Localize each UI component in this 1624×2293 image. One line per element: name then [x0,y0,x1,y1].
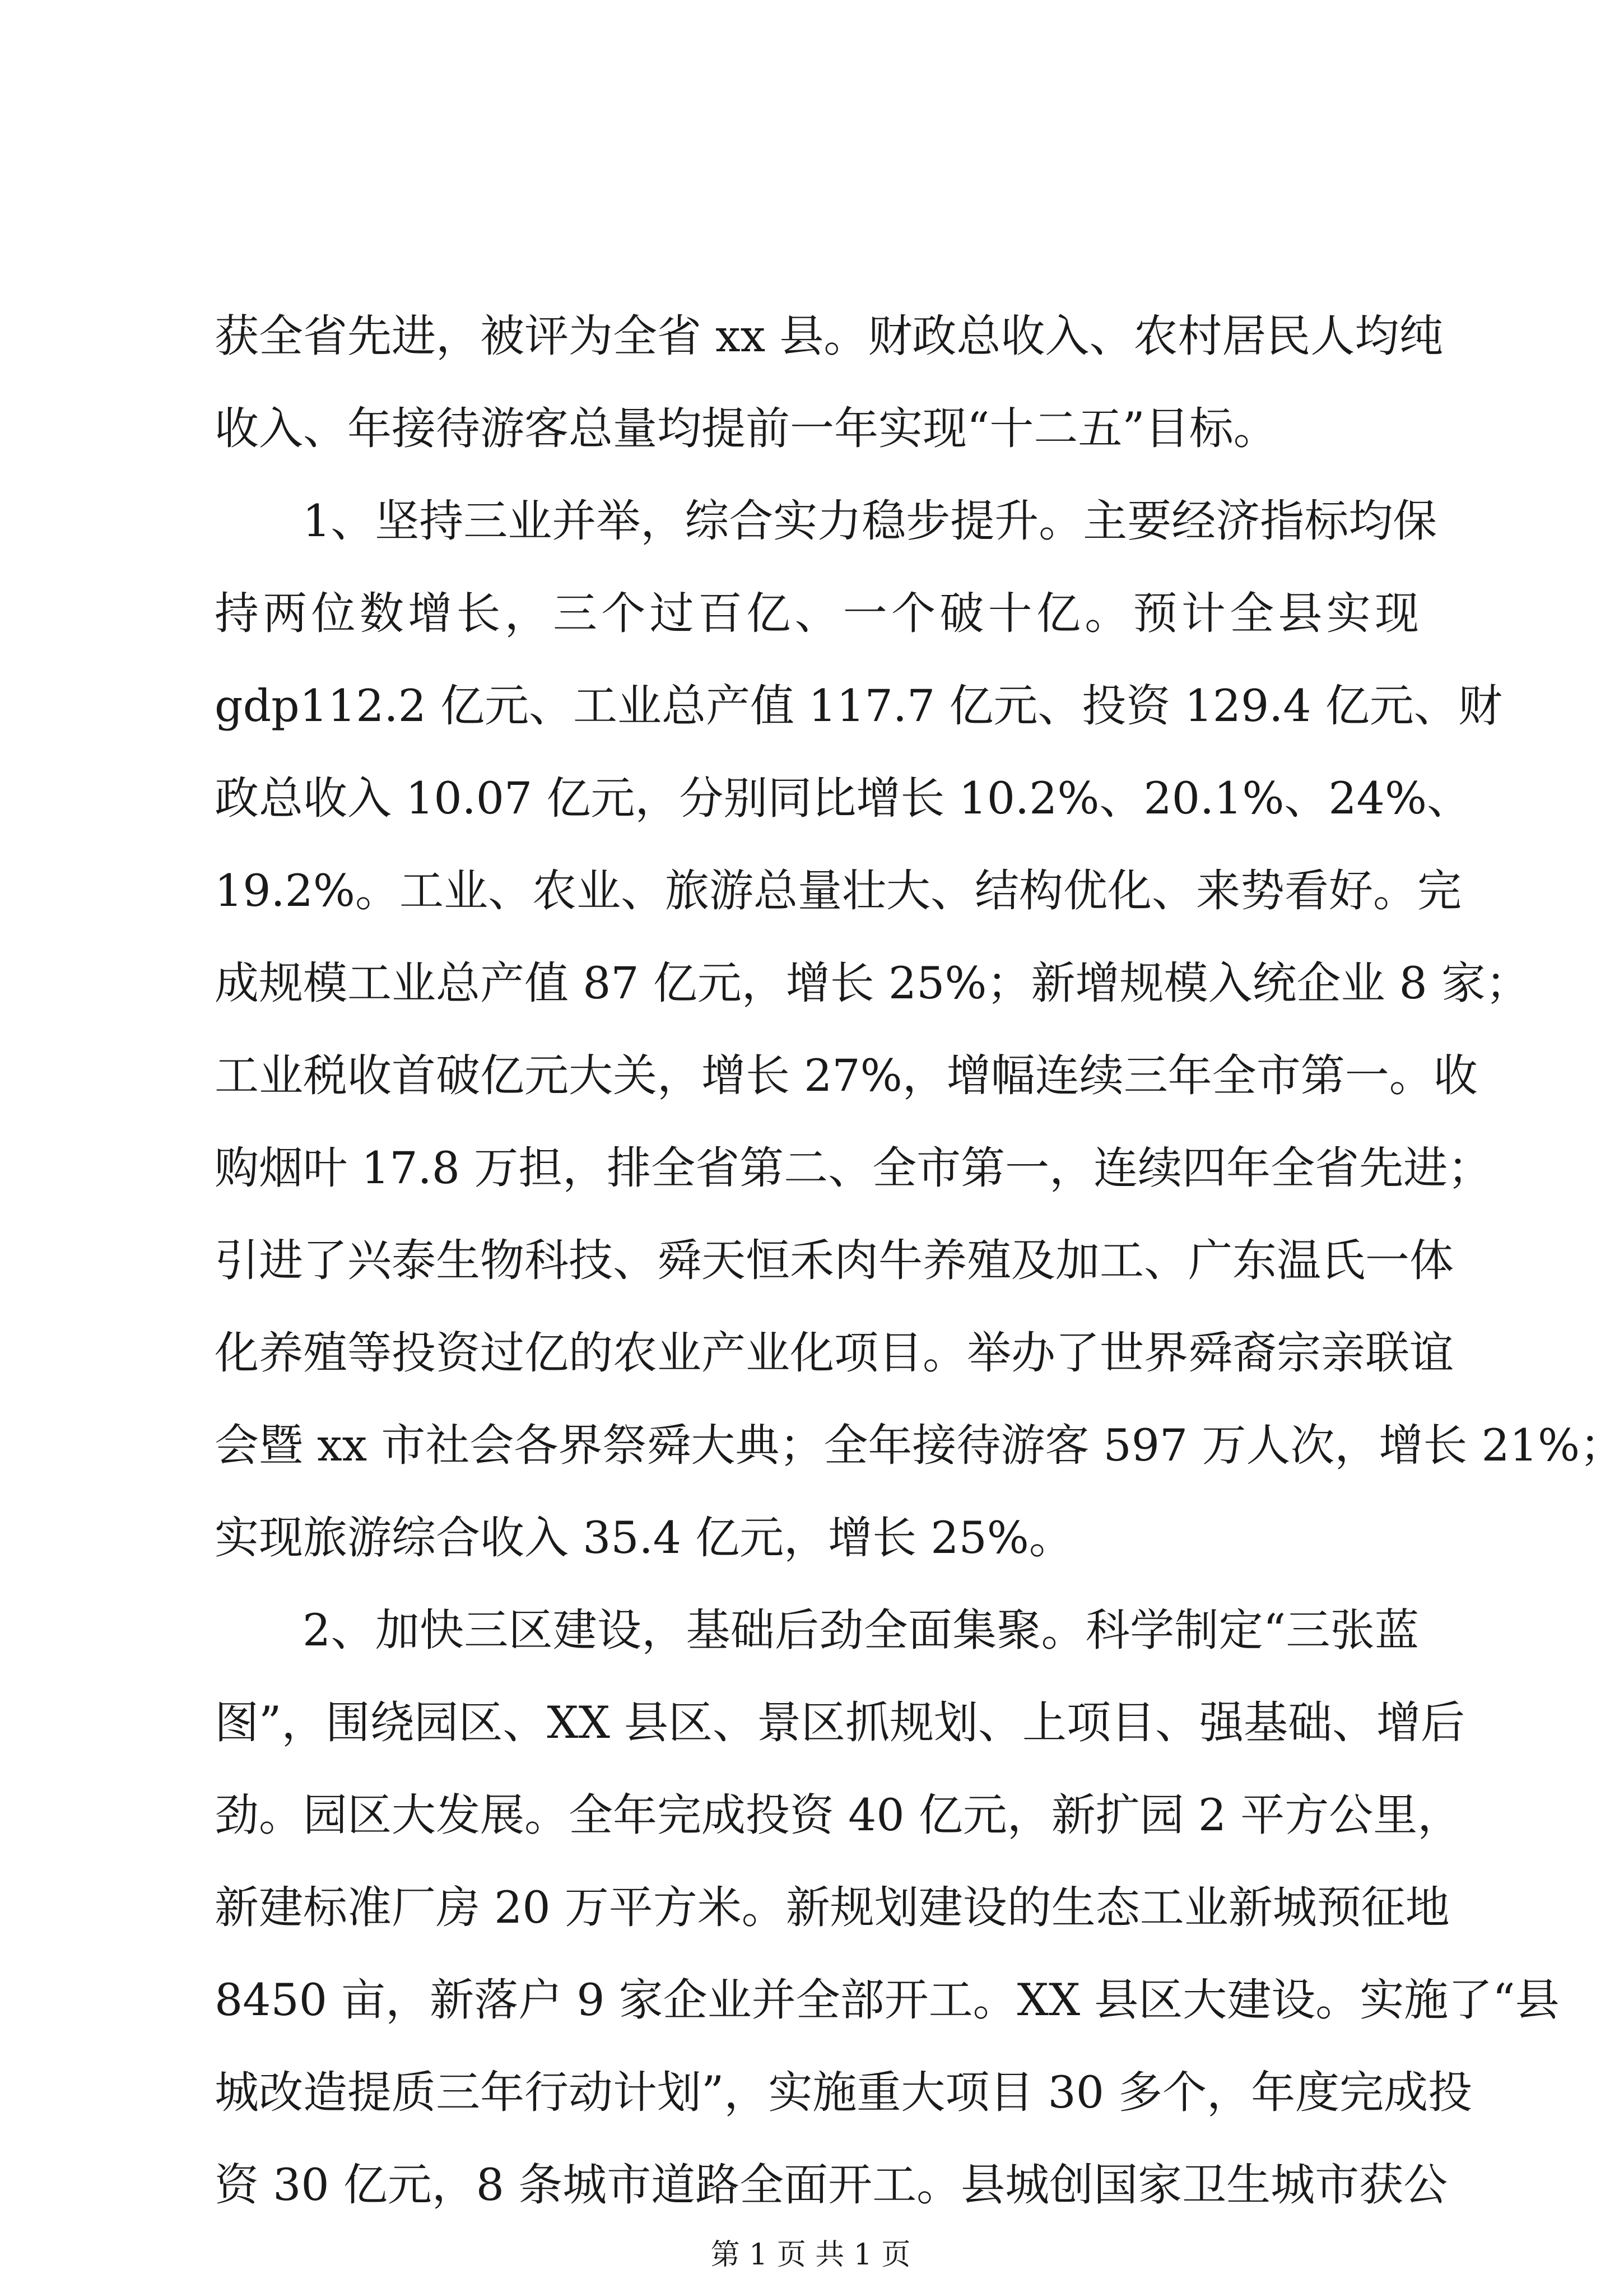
paragraph-line: 图”，围绕园区、XX 县区、景区抓规划、上项目、强基础、增后 [215,1697,1465,1748]
paragraph-line: 实现旅游综合收入 35.4 亿元，增长 25%。 [215,1512,1073,1564]
paragraph-line: 2、加快三区建设，基础后劲全面集聚。科学制定“三张蓝 [303,1604,1419,1656]
page-footer: 第 1 页 共 1 页 [710,2238,911,2272]
paragraph-line: 资 30 亿元，8 条城市道路全面开工。县城创国家卫生城市获公 [215,2159,1448,2211]
paragraph-line: 8450 亩，新落户 9 家企业并全部开工。XX 县区大建设。实施了“县 [215,1974,1560,2026]
paragraph-line: 持两位数增长，三个过百亿、一个破十亿。预计全县实现 [215,588,1419,639]
paragraph-line: 新建标准厂房 20 万平方米。新规划建设的生态工业新城预征地 [215,1882,1450,1933]
paragraph-line: 劲。园区大发展。全年完成投资 40 亿元，新扩园 2 平方公里， [215,1789,1462,1841]
paragraph-line: 1、坚持三业并举，综合实力稳步提升。主要经济指标均保 [303,495,1437,547]
paragraph-line: 会暨 xx 市社会各界祭舜大典；全年接待游客 597 万人次，增长 21%； [215,1420,1624,1471]
paragraph-line: 收入、年接待游客总量均提前一年实现“十二五”目标。 [215,403,1278,454]
paragraph-line: 成规模工业总产值 87 亿元，增长 25%；新增规模入统企业 8 家； [215,957,1530,1009]
paragraph-line: 引进了兴泰生物科技、舜天恒禾肉牛养殖及加工、广东温氏一体 [215,1235,1454,1286]
paragraph-line: 工业税收首破亿元大关，增长 27%，增幅连续三年全市第一。收 [215,1050,1478,1101]
paragraph-line: gdp112.2 亿元、工业总产值 117.7 亿元、投资 129.4 亿元、财 [215,680,1502,732]
paragraph-line: 获全省先进，被评为全省 xx 县。财政总收入、农村居民人均纯 [215,310,1444,362]
paragraph-line: 化养殖等投资过亿的农业产业化项目。举办了世界舜裔宗亲联谊 [215,1327,1454,1379]
paragraph-line: 购烟叶 17.8 万担，排全省第二、全市第一，连续四年全省先进； [215,1142,1492,1194]
paragraph-line: 政总收入 10.07 亿元，分别同比增长 10.2%、20.1%、24%、 [215,773,1472,824]
paragraph-line: 19.2%。工业、农业、旅游总量壮大、结构优化、来势看好。完 [215,865,1462,917]
paragraph-line: 城改造提质三年行动计划”，实施重大项目 30 多个，年度完成投 [215,2067,1473,2118]
